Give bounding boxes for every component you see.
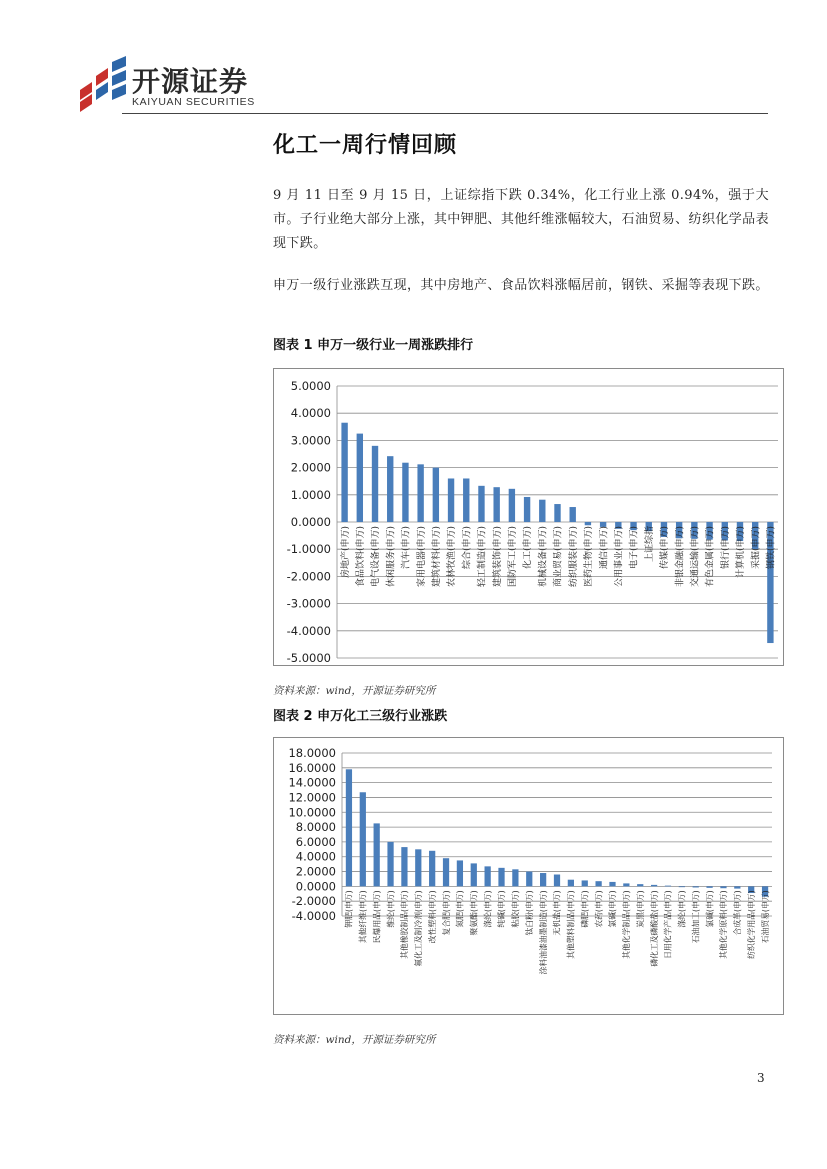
category-label: 家用电器(申万): [416, 526, 427, 588]
category-label: 建筑装饰(申万): [492, 526, 503, 588]
paragraph-1: 9 月 11 日至 9 月 15 日，上证综指下跌 0.34%，化工行业上涨 0.94%，强于大市。子行业绝大部分上涨，其中钾肥、其他纤维涨幅较大，石油贸易、纺织化学品表现下跌。: [273, 188, 769, 251]
chart2: [274, 738, 783, 1014]
category-label: 银行(申万): [720, 526, 731, 570]
y-tick-label: 2.0000: [290, 460, 331, 475]
bar: [341, 423, 347, 522]
category-label: 化工(申万): [523, 526, 534, 570]
category-label: 纯碱(申万): [497, 890, 507, 928]
bar: [609, 882, 615, 886]
category-label: 计算机(申万): [736, 526, 747, 579]
bar: [493, 487, 499, 522]
y-tick-label: 4.0000: [290, 406, 331, 421]
paragraph-2: 申万一级行业涨跌互现，其中房地产、食品饮料涨幅居前，钢铁、采掘等表现下跌。: [273, 278, 769, 293]
category-label: 石油加工(申万): [691, 890, 701, 944]
bar: [693, 886, 699, 887]
category-label: 维纶(申万): [386, 890, 396, 928]
category-label: 公用事业(申万): [614, 526, 625, 588]
category-label: 传媒(申万): [660, 526, 671, 570]
bar: [570, 507, 576, 522]
category-label: 钾肥(申万): [344, 890, 354, 928]
category-label: 交通运输(申万): [690, 526, 701, 588]
y-tick-label: 3.0000: [290, 433, 331, 448]
bar: [433, 468, 439, 522]
logo-mark-icon: [76, 56, 132, 112]
figure2-source: 资料来源：wind，开源证券研究所: [273, 1034, 436, 1046]
category-label: 通信(申万): [599, 526, 610, 570]
bar: [539, 500, 545, 522]
category-label: 石油贸易(申万): [760, 890, 770, 944]
category-label: 其他化学原料(申万): [719, 890, 729, 959]
bar: [429, 851, 435, 887]
category-label: 粘胶(申万): [511, 890, 521, 928]
category-label: 炭黑(申万): [635, 890, 645, 928]
y-tick-label: -4.0000: [286, 623, 331, 638]
category-label: 非银金融(申万): [675, 526, 686, 588]
bar: [512, 869, 518, 886]
category-label: 聚氨酯(申万): [469, 890, 479, 936]
y-tick-label: 16.0000: [288, 760, 336, 775]
bar: [720, 886, 726, 888]
header-divider: [122, 113, 768, 114]
bar: [509, 489, 515, 522]
bar: [595, 881, 601, 886]
bar: [374, 823, 380, 886]
category-label: 有色金属(申万): [705, 526, 716, 588]
category-label: 商业贸易(申万): [553, 526, 564, 588]
figure1-caption: 图表 1 申万一级行业一周涨跌排行: [273, 338, 474, 353]
y-tick-label: 5.0000: [290, 379, 331, 393]
bar: [554, 875, 560, 887]
bar: [463, 478, 469, 522]
bar: [679, 886, 685, 887]
category-label: 其他塑料制品(申万): [566, 890, 576, 959]
bar: [651, 885, 657, 886]
category-label: 磷肥(申万): [580, 890, 590, 928]
section-title: 化工一周行情回顾: [273, 133, 458, 158]
y-tick-label: 14.0000: [288, 775, 336, 790]
figure1-source: 资料来源：wind，开源证券研究所: [273, 685, 436, 697]
category-label: 涤纶(申万): [483, 890, 493, 928]
category-label: 电气设备(申万): [371, 526, 382, 588]
category-label: 休闲服务(申万): [386, 526, 397, 588]
category-label: 氯碱(申万): [608, 890, 618, 928]
category-label: 纺织化学用品(申万): [746, 890, 756, 959]
category-label: 机械设备(申万): [538, 526, 549, 588]
bar: [734, 886, 740, 888]
bar: [526, 872, 532, 887]
bar: [568, 880, 574, 887]
category-label: 氯碱(申万): [705, 890, 715, 928]
y-tick-label: 10.0000: [288, 805, 336, 820]
y-tick-label: -1.0000: [286, 542, 331, 557]
page-number: 3: [757, 1071, 765, 1085]
category-label: 轻工制造(申万): [477, 526, 488, 588]
chart1-frame: [273, 368, 784, 666]
bar: [585, 522, 591, 525]
category-label: 其他纤维(申万): [358, 890, 368, 944]
bar: [387, 456, 393, 522]
bar: [357, 434, 363, 522]
bar: [346, 769, 352, 886]
category-label: 日用化学产品(申万): [663, 890, 673, 959]
category-label: 其他化学制品(申万): [622, 890, 632, 959]
category-label: 农药(申万): [594, 890, 604, 928]
category-label: 纺织服装(申万): [568, 526, 579, 588]
chart2-frame: [273, 737, 784, 1015]
bar: [372, 446, 378, 522]
y-tick-label: -5.0000: [286, 651, 331, 665]
category-label: 涤纶(申万): [677, 890, 687, 928]
category-label: 钛白粉(申万): [524, 890, 534, 936]
brand-name-en: KAIYUAN SECURITIES: [132, 96, 255, 108]
category-label: 氟化工及制冷剂(申万): [414, 890, 424, 967]
y-tick-label: 8.0000: [295, 820, 336, 835]
bar: [387, 842, 393, 886]
bar: [540, 873, 546, 886]
figure2-caption: 图表 2 申万化工三级行业涨跌: [273, 709, 448, 724]
company-logo: [76, 56, 276, 112]
bar: [623, 883, 629, 886]
category-label: 合成革(申万): [733, 890, 743, 936]
bar: [665, 886, 671, 887]
category-label: 无机盐(申万): [552, 890, 562, 936]
y-tick-label: 4.0000: [295, 849, 336, 864]
category-label: 综合(申万): [462, 526, 473, 570]
bar: [443, 858, 449, 886]
y-tick-label: 2.0000: [295, 864, 336, 879]
category-label: 钢铁(申万): [766, 526, 777, 570]
category-label: 民爆用品(申万): [372, 890, 382, 944]
category-label: 改性塑料(申万): [427, 890, 437, 944]
bar: [457, 860, 463, 886]
y-tick-label: 0.0000: [295, 879, 336, 894]
bar: [706, 886, 712, 887]
bar: [402, 463, 408, 522]
category-label: 上证综指: [644, 526, 655, 563]
category-label: 建筑材料(申万): [431, 526, 442, 588]
category-label: 房地产(申万): [340, 526, 351, 579]
category-label: 汽车(申万): [401, 526, 412, 570]
category-label: 涂料油漆油墨制造(申万): [538, 890, 548, 975]
y-tick-label: -2.0000: [291, 894, 336, 909]
chart1: [274, 369, 783, 665]
brand-name-cn: 开源证券: [132, 65, 249, 98]
category-label: 国防军工(申万): [508, 526, 519, 588]
bar: [401, 847, 407, 886]
y-tick-label: 12.0000: [288, 790, 336, 805]
bar: [415, 849, 421, 886]
bar: [554, 504, 560, 522]
bar: [582, 880, 588, 886]
y-tick-label: 6.0000: [295, 834, 336, 849]
category-label: 医药生物(申万): [584, 526, 595, 588]
bar: [448, 478, 454, 522]
category-label: 氮肥(申万): [455, 890, 465, 928]
category-label: 食品饮料(申万): [355, 526, 366, 588]
bar: [360, 792, 366, 886]
bar: [524, 497, 530, 522]
y-tick-label: -4.0000: [291, 909, 336, 923]
y-tick-label: 18.0000: [288, 746, 336, 760]
y-tick-label: 1.0000: [290, 487, 331, 502]
y-tick-label: -3.0000: [286, 596, 331, 611]
category-label: 采掘(申万): [751, 526, 762, 570]
bar: [498, 868, 504, 887]
bar: [471, 863, 477, 886]
category-label: 磷化工及磷酸盐(申万): [649, 890, 659, 967]
bar: [637, 884, 643, 886]
category-label: 电子(申万): [629, 526, 640, 570]
bar: [478, 486, 484, 522]
category-label: 农林牧渔(申万): [447, 526, 458, 588]
y-tick-label: 0.0000: [290, 515, 331, 529]
y-tick-label: -2.0000: [286, 569, 331, 584]
bar: [417, 464, 423, 522]
category-label: 其他橡胶制品(申万): [400, 890, 410, 959]
category-label: 复合肥(申万): [441, 890, 451, 936]
bar: [485, 866, 491, 886]
